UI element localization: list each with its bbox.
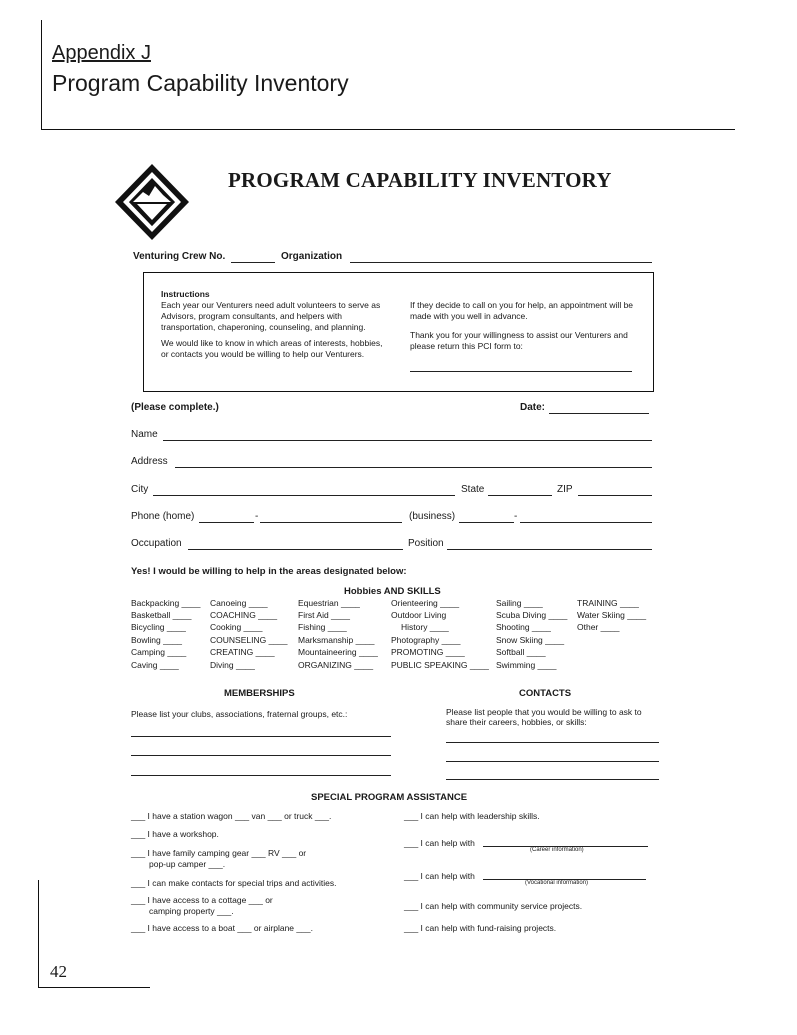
special-workshop[interactable]: ___ I have a workshop. [131,829,219,839]
special-camping-property[interactable]: camping property ___. [149,906,234,916]
hobby-bicycling[interactable]: Bicycling ____ [131,622,186,632]
hobby-outdoor-living[interactable]: Outdoor Living [391,610,447,620]
form-title: PROGRAM CAPABILITY INVENTORY [228,168,612,192]
hobby-shooting[interactable]: Shooting ____ [496,622,551,632]
hobby-mountaineering[interactable]: Mountaineering ____ [298,647,378,657]
header-underline-rule [41,129,735,130]
memberships-instructions: Please list your clubs, associations, fraternal groups, etc.: [131,709,348,719]
organization-label: Organization [281,251,343,262]
crew-number-field[interactable] [231,262,275,263]
footer-rule [38,987,150,988]
occupation-field[interactable] [188,549,403,550]
address-label: Address [131,456,168,467]
hobby-training[interactable]: TRAINING ____ [577,598,639,608]
hobby-scuba-diving[interactable]: Scuba Diving ____ [496,610,568,620]
organization-field[interactable] [350,262,652,263]
state-label: State [461,484,485,495]
hobby-camping[interactable]: Camping ____ [131,647,187,657]
phone-business-label: (business) [409,511,456,522]
date-field[interactable] [549,413,649,414]
hobby-caving[interactable]: Caving ____ [131,660,179,670]
career-information-caption: (Career information) [530,847,584,853]
hobby-photography[interactable]: Photography ____ [391,635,461,645]
special-vocational-help[interactable]: ___ I can help with [404,871,475,881]
willing-statement: Yes! I would be willing to help in the areas designated below: [131,566,407,577]
hobby-public-speaking[interactable]: PUBLIC SPEAKING ____ [391,660,489,670]
page-number: 42 [50,962,67,981]
state-field[interactable] [488,495,552,496]
hobby-snow-skiing[interactable]: Snow Skiing ____ [496,635,565,645]
hobby-backpacking[interactable]: Backpacking ____ [131,598,201,608]
contacts-line-1[interactable] [446,742,659,743]
hobby-canoeing[interactable]: Canoeing ____ [210,598,268,608]
contacts-line-2[interactable] [446,761,659,762]
contacts-line-3[interactable] [446,779,659,780]
special-community-service[interactable]: ___ I can help with community service projects. [404,901,583,911]
hobby-equestrian[interactable]: Equestrian ____ [298,598,360,608]
memberships-heading: MEMBERSHIPS [224,688,295,699]
hobby-diving[interactable]: Diving ____ [210,660,255,670]
hobby-basketball[interactable]: Basketball ____ [131,610,192,620]
hobby-history[interactable]: History ____ [401,622,449,632]
left-margin-rule-top [41,20,42,130]
phone-home-label: Phone (home) [131,511,195,522]
hobby-organizing[interactable]: ORGANIZING ____ [298,660,374,670]
special-cottage[interactable]: ___ I have access to a cottage ___ or [131,895,273,905]
zip-field[interactable] [578,495,652,496]
special-leadership[interactable]: ___ I can help with leadership skills. [404,811,540,821]
position-field[interactable] [447,549,652,550]
hobby-other[interactable]: Other ____ [577,622,620,632]
hobby-bowling[interactable]: Bowling ____ [131,635,183,645]
contacts-instructions: Please list people that you would be willing to ask to share their careers, hobbies, or skills: [446,707,642,727]
phone-business-number-field[interactable] [520,522,652,523]
name-label: Name [131,429,158,440]
phone-business-dash: - [514,511,518,522]
instructions-paragraph-3: If they decide to call on you for help, an appointment will be made with you well in advance. [410,300,634,321]
hobby-first-aid[interactable]: First Aid ____ [298,610,350,620]
contacts-heading: CONTACTS [519,688,572,699]
instructions-right [410,300,638,352]
venturing-logo-icon [113,162,191,242]
instructions-left [161,289,384,360]
hobby-fishing[interactable]: Fishing ____ [298,622,347,632]
name-field[interactable] [163,440,652,441]
hobby-swimming[interactable]: Swimming ____ [496,660,557,670]
special-fund-raising[interactable]: ___ I can help with fund-raising projects. [404,923,557,933]
hobbies-heading: Hobbies AND SKILLS [344,586,441,597]
hobby-water-skiing[interactable]: Water Skiing ____ [577,610,647,620]
memberships-line-1[interactable] [131,736,391,737]
phone-home-number-field[interactable] [260,522,402,523]
special-assistance-heading: SPECIAL PROGRAM ASSISTANCE [311,792,468,803]
hobby-orienteering[interactable]: Orienteering ____ [391,598,460,608]
phone-business-area-field[interactable] [459,522,514,523]
memberships-line-2[interactable] [131,755,391,756]
hobby-counseling[interactable]: COUNSELING ____ [210,635,288,645]
special-career-help[interactable]: ___ I can help with [404,838,475,848]
special-camping-gear[interactable]: ___ I have family camping gear ___ RV ___ or [131,848,307,858]
appendix-label: Appendix J [52,42,151,64]
hobby-creating[interactable]: CREATING ____ [210,647,275,657]
occupation-label: Occupation [131,538,182,549]
memberships-line-3[interactable] [131,775,391,776]
special-station-wagon[interactable]: ___ I have a station wagon ___ van ___ or truck ___. [131,811,332,821]
please-complete-label: (Please complete.) [131,402,219,413]
special-boat-airplane[interactable]: ___ I have access to a boat ___ or airplane ___. [131,923,313,933]
phone-home-area-field[interactable] [199,522,254,523]
address-field[interactable] [175,467,652,468]
hobby-promoting[interactable]: PROMOTING ____ [391,647,465,657]
date-label: Date: [520,402,546,413]
special-popup-camper[interactable]: pop-up camper ___. [149,859,226,869]
left-margin-rule-bottom [38,880,39,988]
instructions-paragraph-4: Thank you for your willingness to assist our Venturers and please return this PCI form to: [410,330,628,351]
crew-number-label: Venturing Crew No. [133,251,226,262]
hobby-sailing[interactable]: Sailing ____ [496,598,543,608]
zip-label: ZIP [557,484,573,495]
hobby-marksmanship[interactable]: Marksmanship ____ [298,635,375,645]
instructions-heading: Instructions [161,289,210,299]
hobby-softball[interactable]: Softball ____ [496,647,546,657]
vocational-information-caption: (Vocational information) [525,880,589,886]
hobby-coaching[interactable]: COACHING ____ [210,610,278,620]
special-contacts-trips[interactable]: ___ I can make contacts for special trips and activities. [131,878,337,888]
instructions-paragraph-1: Each year our Venturers need adult volunteers to serve as Advisors, program consultants, and helpers with transportation, chaperoning, counseling, and planning. [161,300,381,332]
return-to-field-2[interactable] [410,371,632,372]
page-title: Program Capability Inventory [52,70,349,96]
phone-home-dash: - [255,511,259,522]
city-label: City [131,484,149,495]
instructions-paragraph-2: We would like to know in which areas of interests, hobbies, or contacts you would be willing to help our Venturers. [161,338,383,359]
position-label: Position [408,538,444,549]
city-field[interactable] [153,495,455,496]
hobby-cooking[interactable]: Cooking ____ [210,622,263,632]
